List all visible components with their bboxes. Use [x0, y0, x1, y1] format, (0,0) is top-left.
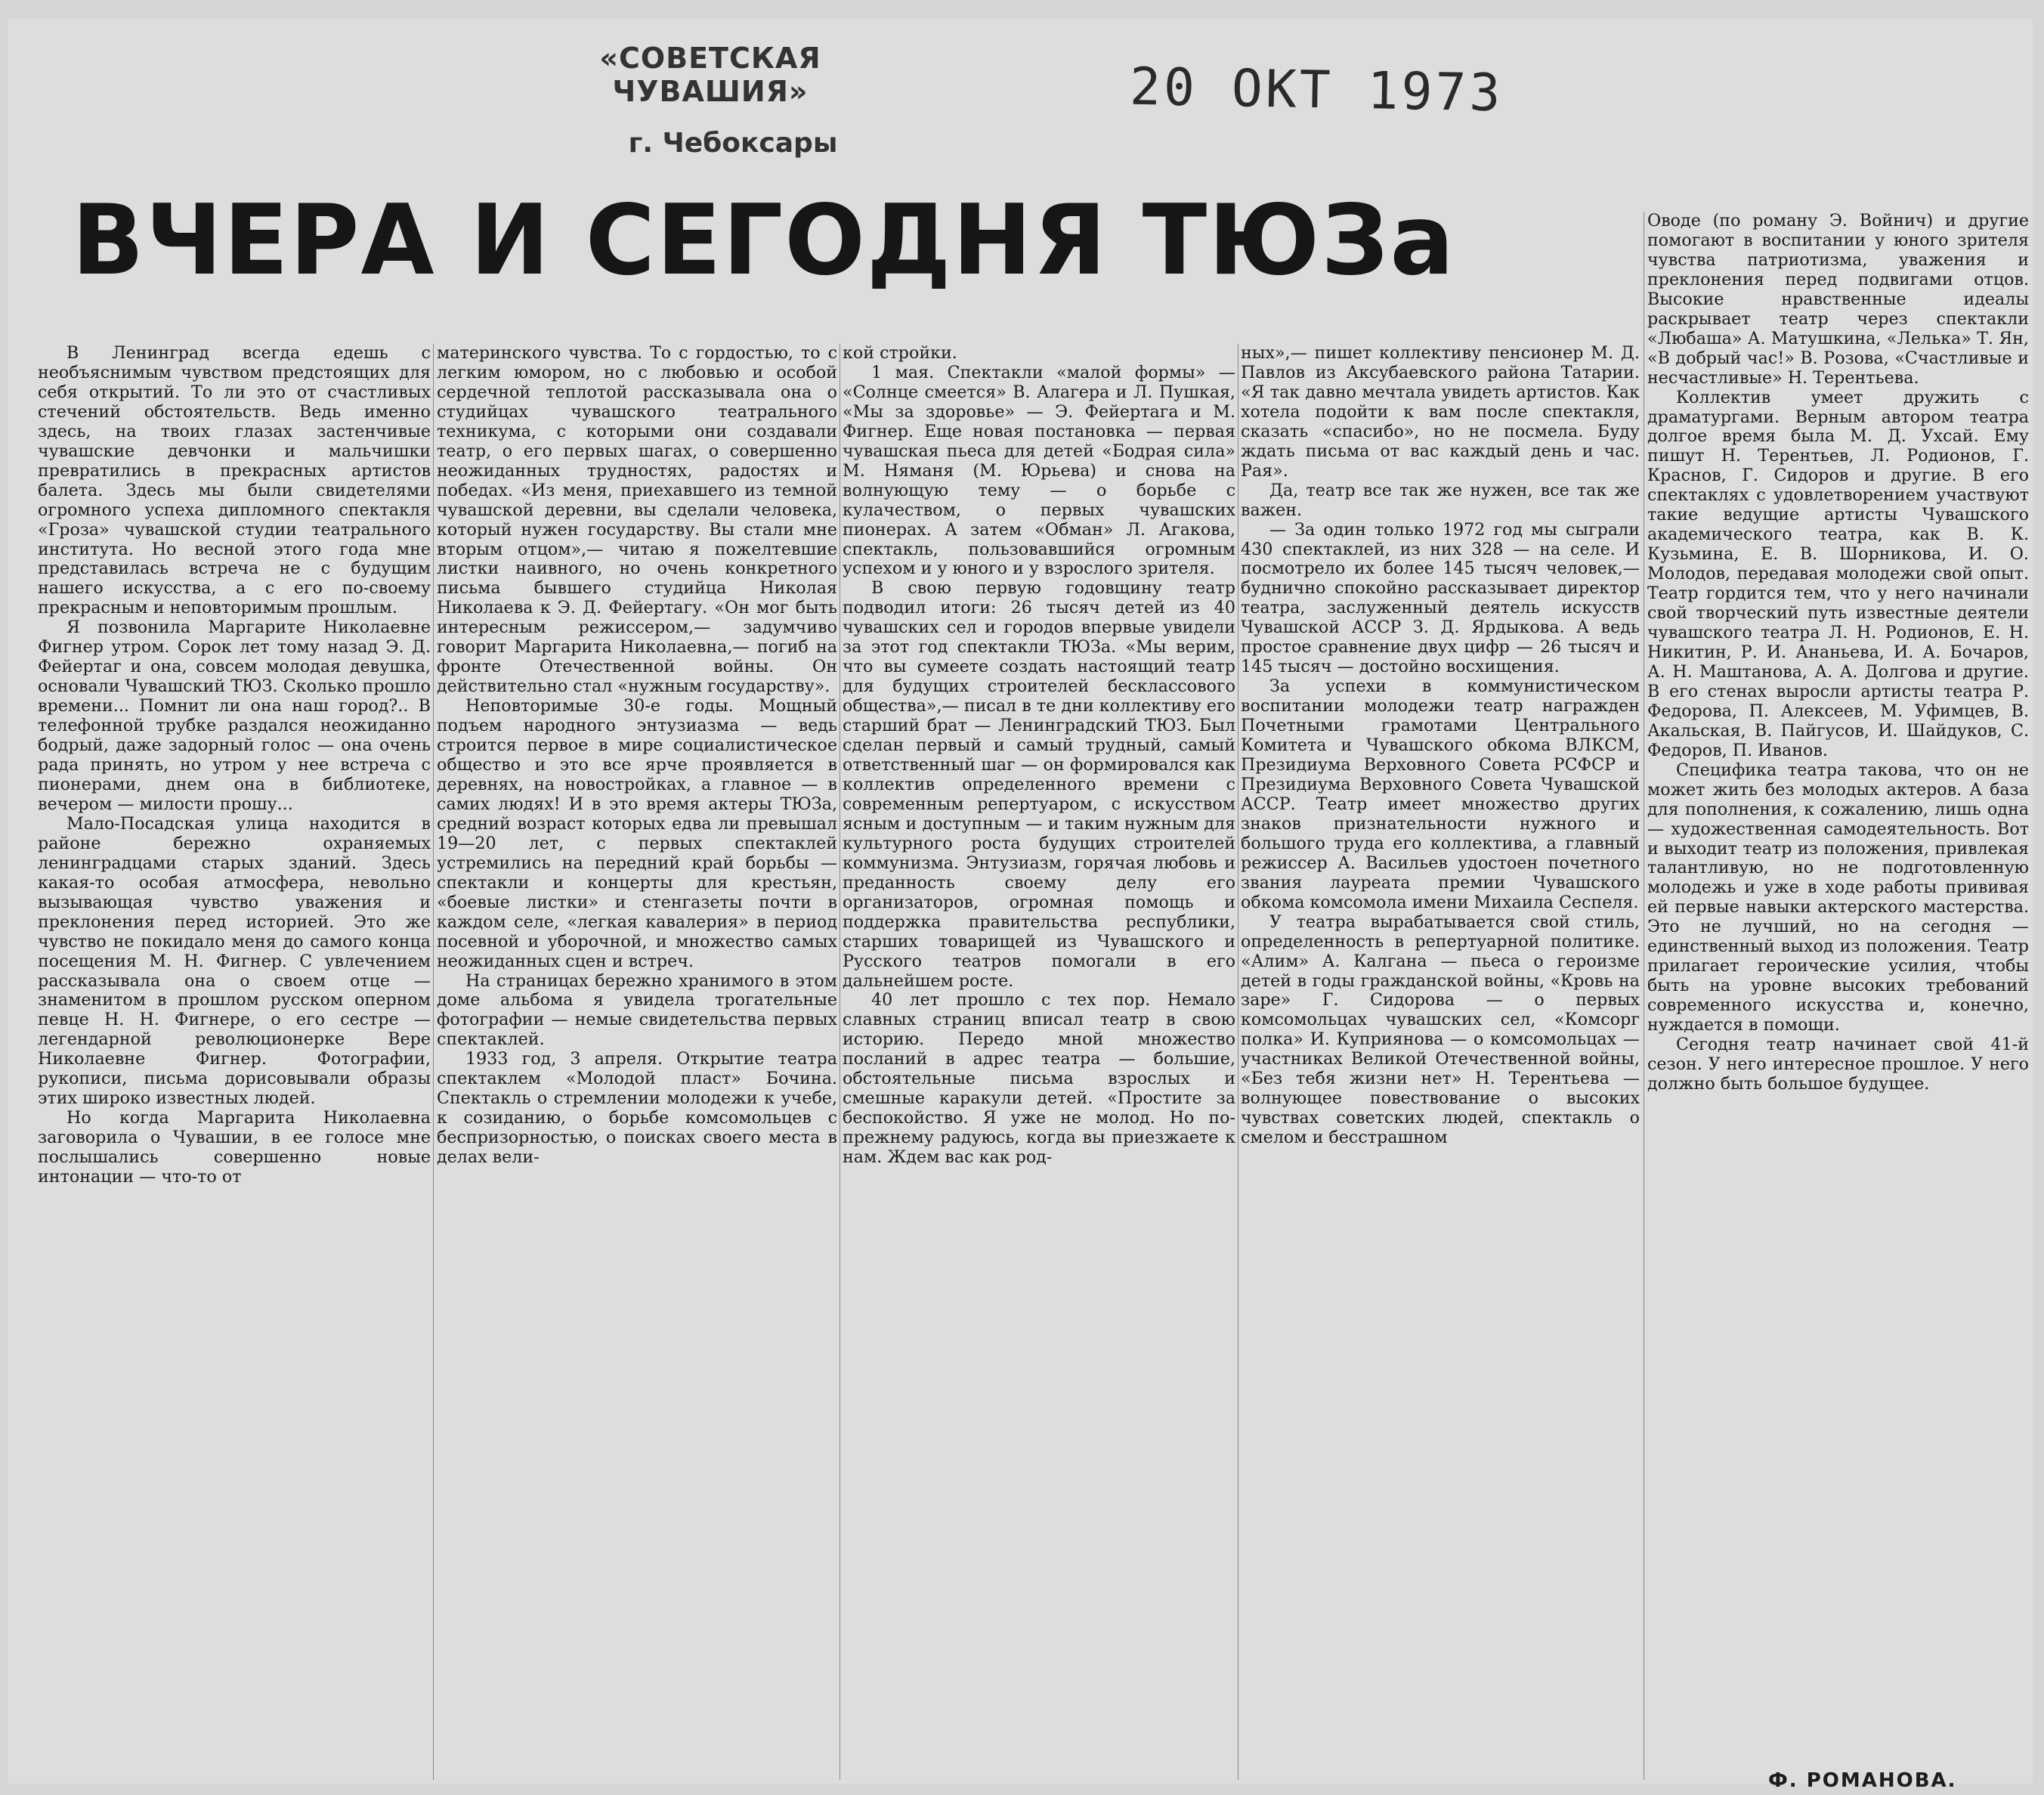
- paragraph: Я позвонила Маргарите Николаевне Фигнер утром. Сорок лет тому назад Э. Д. Фейертаг и она, совсем молодая девушка, основали Чувашский ТЮЗ. Сколько прошло времени... Помнит ли она наш город?.. В телефонной трубке раздался неожиданно бодрый, даже задорный голос — она очень рада принять, но утром у нее встреча с пионерами, днем она в библиотеке, вечером — милости прошу...: [38, 617, 431, 814]
- article-column-2: [437, 344, 837, 1168]
- article-column-3: [843, 344, 1235, 1168]
- author-signature: Ф. РОМАНОВА.: [1768, 1769, 1957, 1792]
- paragraph: кой стройки.: [843, 343, 957, 363]
- date-stamp: 20 ОКТ 1973: [1129, 57, 1504, 124]
- article-column-5: [1647, 212, 2029, 1094]
- paragraph: Коллектив умеет дружить с драматургами. Верным автором театра долгое время была М. Д. Ухсай. Ему пишут Н. Терентьев, Л. Родионов, Г. Краснов, Г. Сидоров и другие. В его спектаклях с удовлетворением участвуют такие ведущие артисты Чувашского академического театра, как В. К. Кузьмина, Е. В. Шорникова, И. О. Молодов, передавая молодежи свой опыт. Театр гордится тем, что у него начинали свой творческий путь известные деятели чувашского театра Л. Н. Родионов, Е. Н. Никитин, Р. И. Ананьева, И. А. Бочаров, А. Н. Маштанова, А. А. Долгова и другие. В его стенах выросли артисты театра Р. Федорова, П. Алексеев, М. Уфимцев, В. Акальская, В. Пайгусов, И. Шайдуков, С. Федоров, П. Иванов.: [1647, 387, 2029, 760]
- paragraph: ных»,— пишет коллективу пенсионер М. Д. Павлов из Аксубаевского района Татарии. «Я так давно мечтала увидеть артистов. Как хотела подойти к вам после спектакля, сказать «спасибо», но не посмела. Буду ждать письма от вас каждый день и час. Рая».: [1241, 343, 1640, 481]
- article-column-1: [38, 344, 431, 1187]
- article-column-4: [1241, 344, 1640, 1148]
- paragraph: На страницах бережно хранимого в этом доме альбома я увидела трогательные фотографии — немые свидетельства первых спектаклей.: [437, 970, 837, 1050]
- paragraph: Но когда Маргарита Николаевна заговорила о Чувашии, в ее голосе мне послышались совершенно новые интонации — что-то от: [38, 1108, 431, 1187]
- stamp-newspaper-name: «СОВЕТСКАЯ ЧУВАШИЯ»: [599, 42, 821, 108]
- paragraph: 1 мая. Спектакли «малой формы» — «Солнце смеется» В. Алагера и Л. Пушкая, «Мы за здоровье» — Э. Фейертага и М. Фигнер. Еще новая постановка — первая чувашская пьеса для детей «Бодрая сила» М. Няманя (М. Юрьева) и снова на волнующую тему — о борьбе с кулачеством, о первых чувашских пионерах. А затем «Обман» Л. Агакова, спектакль, пользовавшийся огромным успехом и у юного и у взрослого зрителя.: [843, 362, 1235, 579]
- paragraph: У театра вырабатывается свой стиль, определенность в репертуарной политике. «Алим» А. Калгана — пьеса о героизме детей в годы гражданской войны, «Кровь на заре» Г. Сидорова — о первых комсомольцах чувашских сел, «Комсорг полка» И. Куприянова — о комсомольцах — участниках Великой Отечественной войны, «Без тебя жизни нет» Н. Терентьева — волнующее повествование о высоких чувствах советских людей, спектакль о смелом и бесстрашном: [1241, 911, 1640, 1148]
- paragraph: В свою первую годовщину театр подводил итоги: 26 тысяч детей из 40 чувашских сел и городов впервые увидели за этот год спектакли ТЮЗа. «Мы верим, что вы сумеете создать настоящий театр для будущих строителей бесклассового общества»,— писал в те дни коллективу его старший брат — Ленинградский ТЮЗ. Был сделан первый и самый трудный, самый ответственный шаг — он формировался как коллектив определенного времени с современным репертуаром, с искусством ясным и доступным — и таким нужным для культурного роста будущих строителей коммунизма. Энтузиазм, горячая любовь и преданность своему делу его организаторов, огромная помощь и поддержка правительства республики, старших товарищей из Чувашского и Русского театров помогали в его дальнейшем росте.: [843, 578, 1235, 991]
- column-divider: [433, 344, 434, 1780]
- stamp-city: г. Чебоксары: [628, 128, 838, 159]
- paragraph: 1933 год, 3 апреля. Открытие театра спектаклем «Молодой пласт» Бочина. Спектакль о стремлении молодежи к учебе, к созиданию, о борьбе комсомольцев с беспризорностью, о поисках своего места в делах вели-: [437, 1049, 837, 1168]
- paragraph: 40 лет прошло с тех пор. Немало славных страниц вписал театр в свою историю. Передо мной множество посланий в адрес театра — большие, обстоятельные письма взрослых и смешные каракули детей. «Простите за беспокойство. Я уже не молод. Но по-прежнему радуюсь, когда вы приезжаете к нам. Ждем вас как род-: [843, 990, 1235, 1168]
- paragraph: материнского чувства. То с гордостью, то с легким юмором, но с любовью и особой сердечной теплотой рассказывала она о студийцах чувашского театрального техникума, с которыми они создавали театр, о его первых шагах, о совершенно неожиданных трудностях, радостях и победах. «Из меня, приехавшего из темной чувашской деревни, вы сделали человека, который нужен государству. Вы стали мне вторым отцом»,— читаю я пожелтевшие листки наивного, но очень конкретного письма бывшего студийца Николая Николаева к Э. Д. Фейертагу. «Он мог быть интересным режиссером,— задумчиво говорит Маргарита Николаевна,— погиб на фронте Отечественной войны. Он действительно стал «нужным государству».: [437, 343, 837, 697]
- paragraph: Да, театр все так же нужен, все так же важен.: [1241, 480, 1640, 520]
- paragraph: Специфика театра такова, что он не может жить без молодых актеров. А база для пополнения, к сожалению, лишь одна — художественная самодеятельность. Вот и выходит театр из положения, привлекая талантливую, но не подготовленную молодежь и уже в ходе работы прививая ей первые навыки актерского мастерства. Это не лучший, но на сегодня — единственный выход из положения. Театр прилагает героические усилия, чтобы быть на уровне высоких требований современного искусства и, конечно, нуждается в помощи.: [1647, 760, 2029, 1035]
- newspaper-stamp: [537, 42, 884, 159]
- paragraph: Оводе (по роману Э. Войнич) и другие помогают в воспитании у юного зрителя чувства патриотизма, уважения и преклонения перед подвигами отцов. Высокие нравственные идеалы раскрывает театр через спектакли «Любаша» А. Матушкина, «Лелька» Т. Ян, «В добрый час!» В. Розова, «Счастливые и несчастливые» Н. Терентьева.: [1647, 211, 2029, 388]
- paragraph: В Ленинград всегда едешь с необъяснимым чувством предстоящих для себя открытий. То ли это от счастливых стечений обстоятельств. Ведь именно здесь, на твоих глазах застенчивые чувашские девчонки и мальчишки превратились в прекрасных артистов балета. Здесь мы были свидетелями огромного успеха дипломного спектакля «Гроза» чувашской студии театрального института. Но весной этого года мне представилась встреча не с будущим нашего искусства, а с его по-своему прекрасным и неповторимым прошлым.: [38, 343, 431, 618]
- article-headline: ВЧЕРА И СЕГОДНЯ ТЮЗа: [72, 184, 1456, 297]
- paragraph: — За один только 1972 год мы сыграли 430 спектаклей, из них 328 — на селе. И посмотрело их более 145 тысяч человек,— буднично спокойно рассказывает директор театра, заслуженный деятель искусств Чувашской АССР З. Д. Ярдыкова. А ведь простое сравнение двух цифр — 26 тысяч и 145 тысяч — достойно восхищения.: [1241, 519, 1640, 677]
- paragraph: Сегодня театр начинает свой 41-й сезон. У него интересное прошлое. У него должно быть большое будущее.: [1647, 1035, 2029, 1094]
- paragraph: Неповторимые 30-е годы. Мощный подъем народного энтузиазма — ведь строится первое в мире социалистическое общество и это все ярче проявляется в деревнях, на новостройках, а главное — в самих людях! И в это время актеры ТЮЗа, средний возраст которых едва ли превышал 19—20 лет, с первых спектаклей устремились на передний край борьбы — спектакли и концерты для крестьян, «боевые листки» и стенгазеты почти в каждом селе, «легкая кавалерия» в период посевной и уборочной, и множество самых неожиданных сцен и встреч.: [437, 696, 837, 971]
- paragraph: Мало-Посадская улица находится в районе бережно охраняемых ленинградцами старых зданий. Здесь какая-то особая атмосфера, невольно вызывающая чувство уважения и преклонения перед историей. Это же чувство не покидало меня до самого конца посещения М. Н. Фигнер. С увлечением рассказывала она о своем отце — знаменитом в прошлом русском оперном певце Н. Н. Фигнере, о его сестре — легендарной революционерке Вере Николаевне Фигнер. Фотографии, рукописи, письма дорисовывали образы этих широко известных людей.: [38, 813, 431, 1109]
- newspaper-clipping: [8, 19, 2033, 1792]
- paragraph: За успехи в коммунистическом воспитании молодежи театр награжден Почетными грамотами Центрального Комитета и Чувашского обкома ВЛКСМ, Президиума Верховного Совета РСФСР и Президиума Верховного Совета Чувашской АССР. Театр имеет множество других знаков признательности нужного и большого труда его коллектива, а главный режиссер А. Васильев удостоен почетного звания лауреата премии Чувашского обкома комсомола имени Михаила Сеспеля.: [1241, 676, 1640, 912]
